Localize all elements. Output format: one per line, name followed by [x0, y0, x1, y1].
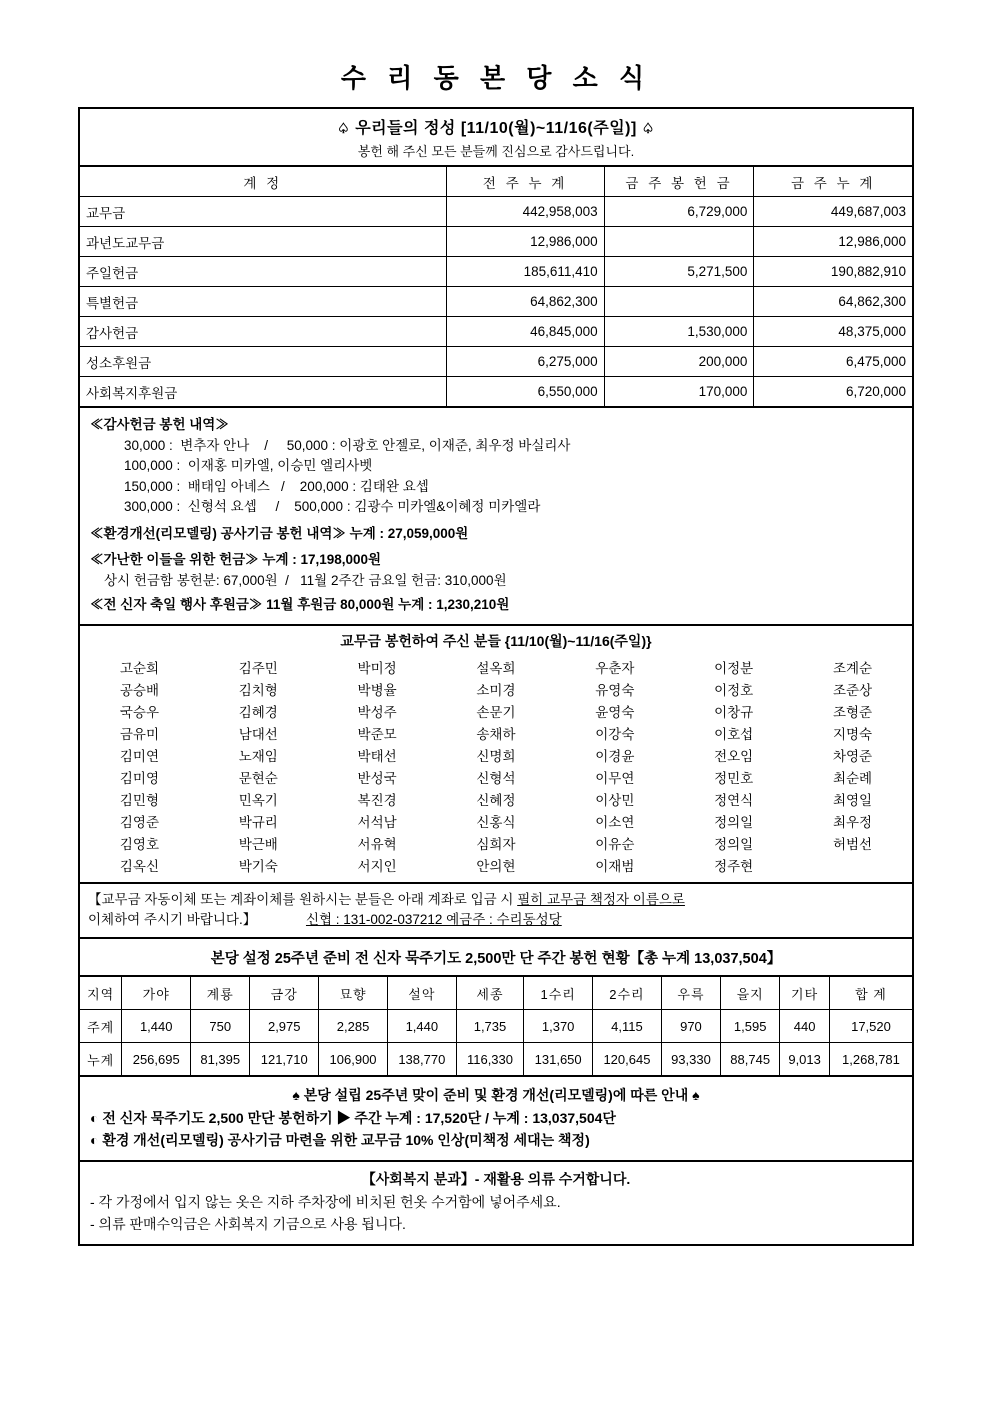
cell-week: 6,729,000	[604, 197, 754, 227]
cell-total: 190,882,910	[754, 257, 912, 287]
rosary-cell: 131,650	[524, 1043, 593, 1076]
cell-total: 12,986,000	[754, 227, 912, 257]
donor-name: 국승우	[119, 704, 159, 720]
cell-total: 6,475,000	[754, 347, 912, 377]
cell-total: 6,720,000	[754, 377, 912, 407]
offering-header-text: 우리들의 정성 [11/10(월)~11/16(주일)]	[355, 120, 637, 137]
donor-name: 허범선	[832, 836, 873, 852]
donor-name: 김영호	[119, 836, 159, 852]
rosary-cell: 440	[780, 1010, 830, 1043]
thanks-offering-line: 150,000 : 배태임 아녜스 / 200,000 : 김태완 요셉	[124, 478, 429, 494]
donor-name: 최순례	[832, 770, 873, 786]
rosary-cell: 1,440	[122, 1010, 191, 1043]
donor-name: 박성주	[357, 704, 397, 720]
donor-name: 이경윤	[595, 748, 635, 764]
cell-total: 449,687,003	[754, 197, 912, 227]
thanks-offering-line: 300,000 : 신형석 요셉 / 500,000 : 김광수 미카엘&이혜정 미카엘라	[124, 499, 541, 515]
cell-prev: 12,986,000	[446, 227, 604, 257]
announcement-item: ◐ 환경 개선(리모델링) 공사기금 마련을 위한 교무금 10% 인상(미책정 세대는 책정)	[90, 1132, 590, 1149]
table-row	[80, 257, 912, 287]
newcomer-feast-line: ≪전 신자 축일 행사 후원금≫ 11월 후원금 80,000원 누계 : 1,230,210원	[90, 597, 510, 613]
col-prev-total: 전 주 누 계	[446, 167, 604, 197]
donor-name: 정의일	[714, 836, 754, 852]
donor-name: 정민호	[714, 770, 754, 786]
donor-name: 김치형	[238, 682, 278, 698]
donor-name: 이재범	[595, 858, 635, 874]
cell-account: 과년도교무금	[80, 227, 446, 257]
rosary-col-region: 지역	[80, 976, 122, 1010]
donor-name: 유영숙	[595, 682, 635, 698]
rosary-col: 우륵	[661, 976, 720, 1010]
notice-line-1	[88, 890, 904, 910]
donor-row	[80, 744, 912, 766]
donor-name: 이정호	[714, 682, 754, 698]
donor-name: 김주민	[238, 660, 278, 676]
donor-name: 최우정	[832, 814, 873, 830]
spade-icon-right: ♤	[641, 120, 655, 136]
donor-name: 이상민	[595, 792, 635, 808]
welfare-item: - 각 가정에서 입지 않는 옷은 지하 주차장에 비치된 헌옷 수거함에 넣어주세요.	[90, 1193, 561, 1210]
cell-prev: 6,275,000	[446, 347, 604, 377]
notice-text-underlined: 필히 교무금 책정자 이름으로	[517, 891, 685, 907]
donor-name: 정주현	[714, 858, 754, 874]
col-week-offering: 금 주 봉 헌 금	[604, 167, 754, 197]
donor-name: 서유혁	[357, 836, 397, 852]
donor-row	[80, 832, 912, 854]
cell-week: 1,530,000	[604, 317, 754, 347]
page-title: 수 리 동 본 당 소 식	[340, 63, 652, 93]
donor-name: 박기숙	[238, 858, 278, 874]
notice-text-b: 이체하여 주시기 바랍니다.】	[88, 911, 257, 927]
table-header-row	[80, 167, 912, 197]
bank-account-text: 신협 : 131-002-037212 예금주 : 수리동성당	[305, 911, 562, 927]
announcement-title: ♠ 본당 설립 25주년 맞이 준비 및 환경 개선(리모델링)에 따른 안내 ♠	[292, 1087, 700, 1104]
offering-details-section	[80, 408, 912, 626]
donor-name: 김영준	[119, 814, 159, 830]
donor-name: 신홍식	[476, 814, 516, 830]
offering-table	[80, 167, 912, 406]
cell-week	[604, 227, 754, 257]
welfare-item: - 의류 판매수익금은 사회복지 기금으로 사용 됩니다.	[90, 1215, 406, 1232]
offering-header-line1	[80, 115, 912, 138]
rosary-cell: 2,975	[250, 1010, 319, 1043]
donor-name: 이무연	[595, 770, 635, 786]
donor-name: 반성국	[357, 770, 397, 786]
cell-prev: 46,845,000	[446, 317, 604, 347]
poor-offering-heading: ≪가난한 이들을 위한 헌금≫ 누계 : 17,198,000원	[90, 552, 382, 568]
donor-name: 최영일	[832, 792, 873, 808]
rosary-cell: 750	[191, 1010, 250, 1043]
rosary-cell: 106,900	[319, 1043, 388, 1076]
cell-account: 주일헌금	[80, 257, 446, 287]
donor-name: 박준모	[357, 726, 397, 742]
rosary-cell: 970	[661, 1010, 720, 1043]
donor-row	[80, 656, 912, 678]
donor-row	[80, 678, 912, 700]
donor-name: 우춘자	[595, 660, 635, 676]
donor-name: 손문기	[476, 704, 516, 720]
offering-thanks-text: 봉헌 해 주신 모든 분들께 진심으로 감사드립니다.	[357, 144, 635, 159]
donor-name: 조준상	[832, 682, 873, 698]
spade-icon-left: ♤	[337, 120, 351, 136]
cell-prev: 185,611,410	[446, 257, 604, 287]
rosary-table	[80, 975, 912, 1075]
donor-name: 이호섭	[714, 726, 754, 742]
rosary-cell: 256,695	[122, 1043, 191, 1076]
donor-name: 차영준	[832, 748, 873, 764]
anniversary-announcement	[80, 1077, 912, 1162]
cell-account: 특별헌금	[80, 287, 446, 317]
rosary-col: 금강	[250, 976, 319, 1010]
donor-name: 노재임	[238, 748, 278, 764]
rosary-col: 2수리	[593, 976, 662, 1010]
rosary-row-label: 주계	[80, 1010, 122, 1043]
rosary-col: 묘향	[319, 976, 388, 1010]
rosary-title: 본당 설정 25주년 준비 전 신자 묵주기도 2,500만 단 주간 봉헌 현황【총 누계 13,037,504】	[210, 951, 782, 968]
rosary-section	[80, 939, 912, 1077]
donor-name: 이정분	[714, 660, 754, 676]
donor-name: 박미정	[357, 660, 397, 676]
donor-name: 신형석	[476, 770, 516, 786]
donor-name: 문현순	[238, 770, 278, 786]
donor-name: 김미영	[119, 770, 159, 786]
cell-account: 성소후원금	[80, 347, 446, 377]
rosary-col: 을지	[721, 976, 780, 1010]
donor-name: 복진경	[357, 792, 397, 808]
cell-week	[604, 287, 754, 317]
rosary-col: 설악	[387, 976, 456, 1010]
donor-name: 윤영숙	[595, 704, 635, 720]
donor-name: 지명숙	[832, 726, 873, 742]
rosary-header-row	[80, 976, 912, 1010]
rosary-cell: 1,735	[456, 1010, 524, 1043]
rosary-cell: 2,285	[319, 1010, 388, 1043]
table-row	[80, 347, 912, 377]
donor-name: 전오임	[714, 748, 754, 764]
donor-name: 소미경	[476, 682, 516, 698]
donor-row	[80, 700, 912, 722]
donor-name: 박태선	[357, 748, 397, 764]
donor-name: 서석남	[357, 814, 397, 830]
thanks-offering-line: 30,000 : 변추자 안나 / 50,000 : 이광호 안젤로, 이재준, 최우정 바실리사	[124, 437, 571, 453]
donor-name: 김미연	[119, 748, 159, 764]
table-row	[80, 377, 912, 407]
donor-name: 신명희	[476, 748, 516, 764]
cell-week: 200,000	[604, 347, 754, 377]
table-row	[80, 227, 912, 257]
table-row	[80, 197, 912, 227]
bulletin-frame	[78, 107, 914, 1246]
donor-name: 서지인	[357, 858, 397, 874]
offering-header	[80, 109, 912, 167]
donor-row	[80, 810, 912, 832]
donors-title: 교무금 봉헌하여 주신 분들 {11/10(월)~11/16(주일)}	[340, 632, 652, 649]
rosary-col: 계룡	[191, 976, 250, 1010]
donor-name: 정의일	[714, 814, 754, 830]
cell-week: 170,000	[604, 377, 754, 407]
rosary-cumulative-row	[80, 1043, 912, 1076]
donor-name: 이창규	[714, 704, 754, 720]
rosary-cell-total: 17,520	[829, 1010, 912, 1043]
rosary-cell: 120,645	[593, 1043, 662, 1076]
rosary-col: 세종	[456, 976, 524, 1010]
rosary-cell: 1,370	[524, 1010, 593, 1043]
poor-offering-sub: 상시 헌금함 봉헌분: 67,000원 / 11월 2주간 금요일 헌금: 310,000원	[104, 572, 507, 588]
donors-table	[80, 656, 912, 876]
announcement-item: ◐ 전 신자 묵주기도 2,500 만단 봉헌하기 ▶ 주간 누계 : 17,520단 / 누계 : 13,037,504단	[90, 1109, 616, 1126]
donor-name: 김혜경	[238, 704, 278, 720]
table-row	[80, 287, 912, 317]
donor-name: 금유미	[119, 726, 159, 742]
rosary-cell: 81,395	[191, 1043, 250, 1076]
rosary-cell: 1,595	[721, 1010, 780, 1043]
donor-row	[80, 766, 912, 788]
donor-name: 송채하	[476, 726, 516, 742]
cell-account: 사회복지후원금	[80, 377, 446, 407]
donor-name: 신혜정	[476, 792, 516, 808]
notice-text-a: 【교무금 자동이체 또는 계좌이체를 원하시는 분들은 아래 계좌로 입금 시	[88, 891, 518, 907]
col-account: 계 정	[80, 167, 446, 197]
offering-table-section	[80, 167, 912, 408]
rosary-cell-total: 1,268,781	[829, 1043, 912, 1076]
donor-name: 이소연	[595, 814, 635, 830]
rosary-cell: 4,115	[593, 1010, 662, 1043]
donor-row	[80, 788, 912, 810]
welfare-section	[80, 1162, 912, 1244]
table-row	[80, 317, 912, 347]
cell-total: 48,375,000	[754, 317, 912, 347]
thanks-offering-heading: ≪감사헌금 봉헌 내역≫	[90, 417, 229, 432]
donor-name: 박근배	[238, 836, 278, 852]
donor-name	[793, 854, 912, 876]
donor-name: 설옥희	[476, 660, 516, 676]
donor-name: 정연식	[714, 792, 754, 808]
welfare-title: 【사회복지 분과】- 재활용 의류 수거합니다.	[361, 1171, 631, 1188]
rosary-cell: 9,013	[780, 1043, 830, 1076]
donors-section	[80, 626, 912, 884]
donor-name: 김민형	[119, 792, 159, 808]
thanks-offering-line: 100,000 : 이재홍 미카엘, 이승민 엘리사벳	[124, 458, 373, 474]
donor-name: 김옥신	[119, 858, 159, 874]
donor-name: 심희자	[476, 836, 516, 852]
col-week-total: 금 주 누 계	[754, 167, 912, 197]
rosary-cell: 88,745	[721, 1043, 780, 1076]
remodeling-fund-line: ≪환경개선(리모델링) 공사기금 봉헌 내역≫ 누계 : 27,059,000원	[90, 525, 469, 541]
rosary-cell: 121,710	[250, 1043, 319, 1076]
donor-row	[80, 722, 912, 744]
notice-line-2	[88, 910, 904, 930]
donor-name: 안의현	[476, 858, 516, 874]
donor-name: 남대선	[238, 726, 278, 742]
donor-name: 조계순	[832, 660, 873, 676]
rosary-cell: 116,330	[456, 1043, 524, 1076]
rosary-cell: 93,330	[661, 1043, 720, 1076]
donor-row	[80, 854, 912, 876]
rosary-row-label: 누계	[80, 1043, 122, 1076]
cell-week: 5,271,500	[604, 257, 754, 287]
donor-name: 박규리	[238, 814, 278, 830]
cell-account: 감사헌금	[80, 317, 446, 347]
cell-prev: 64,862,300	[446, 287, 604, 317]
rosary-col: 가야	[122, 976, 191, 1010]
cell-prev: 442,958,003	[446, 197, 604, 227]
donor-name: 박병율	[357, 682, 397, 698]
cell-account: 교무금	[80, 197, 446, 227]
rosary-weekly-row	[80, 1010, 912, 1043]
donor-name: 조형준	[832, 704, 873, 720]
rosary-col: 1수리	[524, 976, 593, 1010]
cell-prev: 6,550,000	[446, 377, 604, 407]
rosary-col: 기타	[780, 976, 830, 1010]
rosary-cell: 138,770	[387, 1043, 456, 1076]
donor-name: 고순희	[119, 660, 159, 676]
bank-transfer-notice	[80, 884, 912, 940]
donor-name: 민옥기	[238, 792, 278, 808]
donor-name: 공승배	[119, 682, 159, 698]
cell-total: 64,862,300	[754, 287, 912, 317]
donor-name: 이유순	[595, 836, 635, 852]
rosary-col-total: 합 계	[829, 976, 912, 1010]
donor-name: 이강숙	[595, 726, 635, 742]
rosary-cell: 1,440	[387, 1010, 456, 1043]
